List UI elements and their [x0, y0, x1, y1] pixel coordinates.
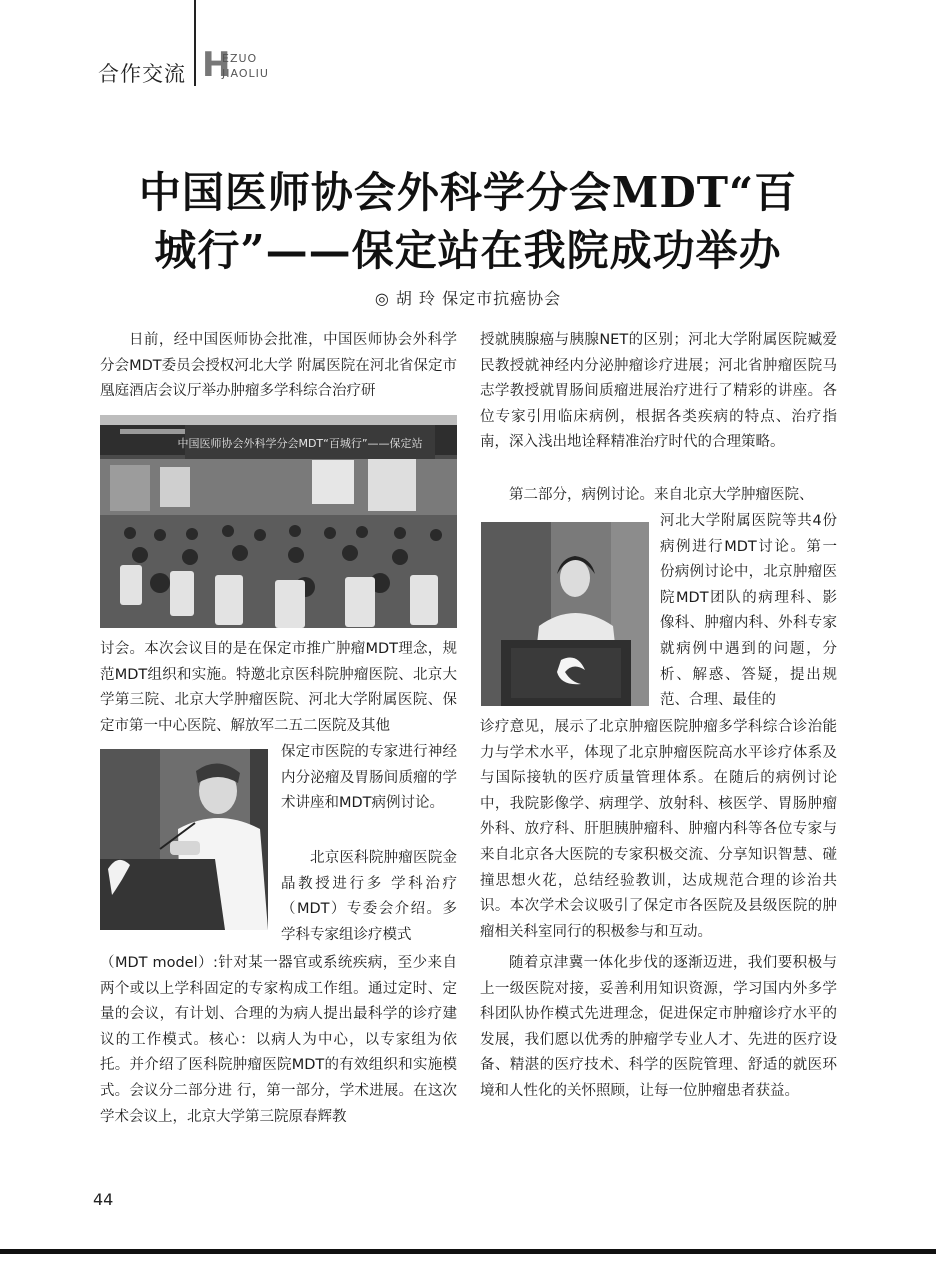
- body-paragraph-1: 日前，经中国医师协会批准，中国医师协会外科学分会MDT委员会授权河北大学 附属医院在河北省保定市凰庭酒店会议厅举办肿瘤多学科综合治疗研: [100, 332, 457, 400]
- header-vertical-rule: [194, 0, 196, 86]
- body-paragraph-5: 随着京津冀一体化步伐的逐渐迈进，我们要积极与上一级医院对接，妥善利用知识资源，学习国内外多学科团队协作模式先进理念，促进保定市肿瘤诊疗水平的发展，我们愿以优秀的肿瘤学专业人才、先进的医疗设备、精湛的医疗技术、科学的医院管理、舒适的就医环境和人性化的关怀照顾，让每一位肿瘤患者获益。: [480, 955, 837, 1099]
- conference-banner-text: 中国医师协会外科学分会MDT“百城行”——保定站: [177, 437, 423, 450]
- section-logo-letter: H: [202, 45, 231, 85]
- section-name: 合作交流: [98, 62, 186, 86]
- conference-banner-overlay: [100, 415, 457, 475]
- body-paragraph-2-continued: （MDT model）:针对某一器官或系统疾病，至少来自两个或以上学科固定的专家构成工作组。通过定时、定量的会议，有计划、合理的为病人提出最科学的诊疗建议的工作模式。核心：以病人为中心，以专家组为依托。并介绍了医科院肿瘤医院MDT的有效组织和实施模式。会议分二部分进 行，第一部分，学术进展。在这次学术会议上，北京大学第三院原春辉教: [100, 955, 457, 1125]
- article-title-line1: 中国医师协会外科学分会MDT“百: [138, 168, 798, 217]
- body-paragraph-4: 第二部分，病例讨论。来自北京大学肿瘤医院、: [509, 487, 814, 503]
- section-logo-line2: JIAOLIU: [222, 67, 269, 80]
- body-paragraph-4-continued: 诊疗意见，展示了北京肿瘤医院肿瘤多学科综合诊治能力与学术水平，体现了北京肿瘤医院高水平诊疗体系及与国际接轨的医疗质量管理体系。在随后的病例讨论中，我院影像学、病理学、放射科、核医学、胃肠肿瘤外科、放疗科、肝胆胰肿瘤科、肿瘤内科等各位专家与来自北京各大医院的专家积极交流、分享知识智慧、碰撞思想火花，总结经验教训，达成规范合理的诊治共识。本次学术会议吸引了保定市各医院及县级医院的肿瘤相关科室同行的积极参与和互动。: [480, 719, 837, 940]
- article-byline: ◎ 胡 玲 保定市抗癌协会: [374, 289, 562, 308]
- body-paragraph-4-wrap: 河北大学附属医院等共4份病例进行MDT讨论。第一份病例讨论中，北京肿瘤医院MDT团队的病理科、影像科、肿瘤内科、外科专家就病例中遇到的问题，分析、解惑、答疑，提出规范、合理、最佳的: [660, 513, 837, 709]
- footer-rule: [0, 1249, 936, 1254]
- body-paragraph-3: 授就胰腺癌与胰腺NET的区别；河北大学附属医院臧爱民教授就神经内分泌肿瘤诊疗进展；河北省肿瘤医院马志学教授就胃肠间质瘤进展治疗进行了精彩的讲座。各位专家引用临床病例，根据各类疾病的特点、治疗指南，深入浅出地诠释精准治疗时代的合理策略。: [480, 332, 837, 451]
- section-logo-line1: EZUO: [222, 52, 258, 65]
- male-speaker-image: [100, 749, 268, 930]
- female-speaker-photo: [481, 522, 649, 706]
- male-speaker-photo: [100, 749, 268, 930]
- female-speaker-image: [481, 522, 649, 706]
- body-paragraph-1-continued: 讨会。本次会议目的是在保定市推广肿瘤MDT理念，规范MDT组织和实施。特邀北京医科院肿瘤医院、北京大学第三院、北京大学肿瘤医院、河北大学附属医院、保定市第一中心医院、解放军二五二医院及其他: [100, 641, 457, 734]
- body-paragraph-1-end: 保定市医院的专家进行神经内分泌瘤及胃肠间质瘤的学术讲座和MDT病例讨论。: [281, 744, 457, 812]
- article-title-line2: 城行”——保定站在我院成功举办: [154, 226, 782, 275]
- page-number: 44: [93, 1190, 114, 1209]
- body-paragraph-2: 北京医科院肿瘤医院金晶教授进行多 学科治疗（MDT）专委会介绍。多学科专家组诊疗模式: [281, 850, 457, 943]
